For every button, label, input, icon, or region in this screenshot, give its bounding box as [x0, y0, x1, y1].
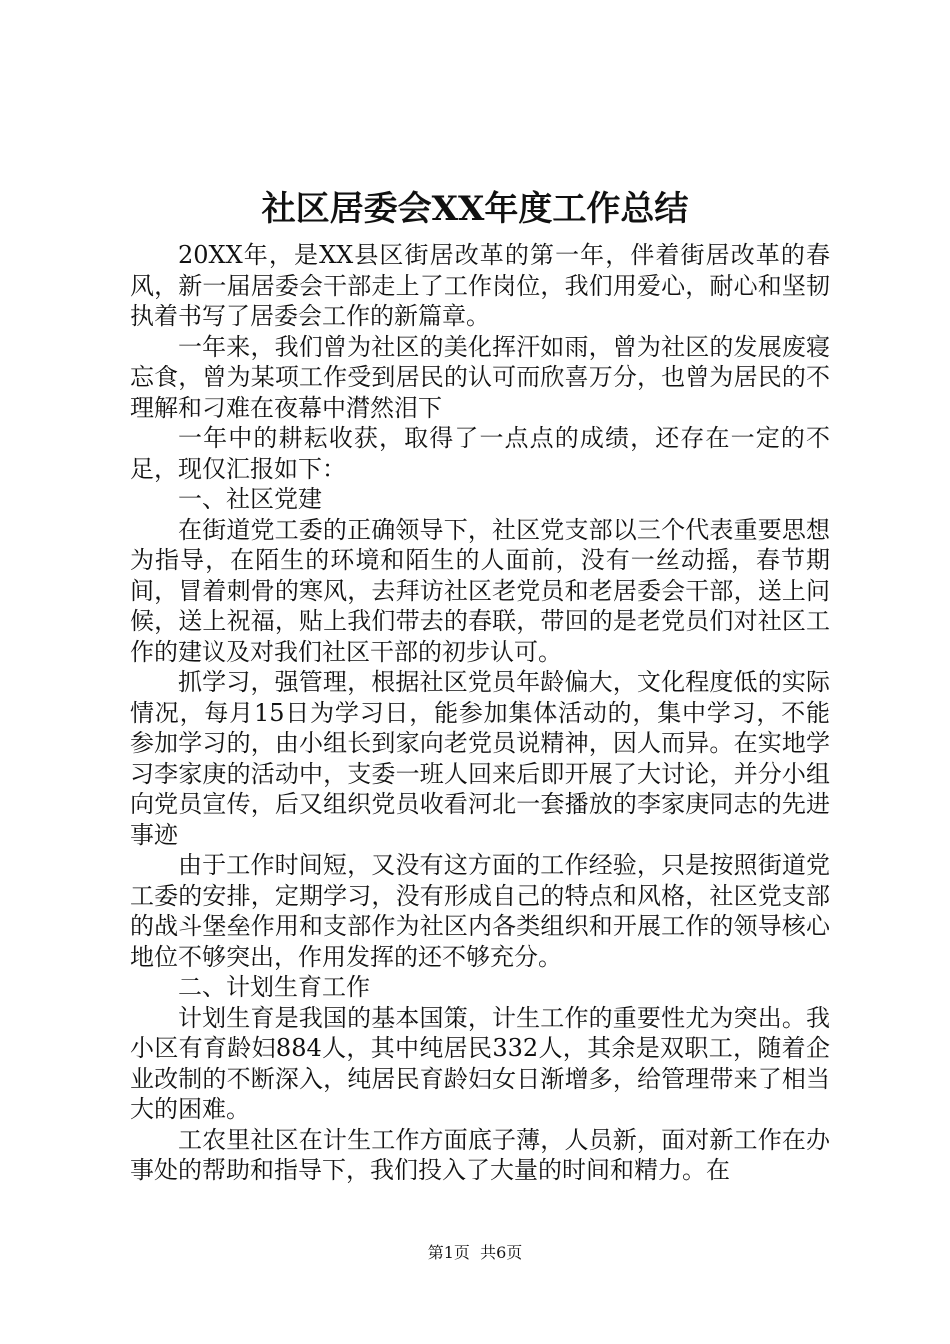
- document-body: [130, 240, 830, 1186]
- paragraph-party-study: 抓学习，强管理，根据社区党员年龄偏大，文化程度低的实际情况，每月15日为学习日，能参加集体活动的，集中学习，不能参加学习的，由小组长到家向老党员说精神，因人而异。在实地学习李家庚的活动中，支委一班人回来后即开展了大讨论，并分小组向党员宣传，后又组织党员收看河北一套播放的李家庚同志的先进事迹: [130, 668, 830, 849]
- paragraph-year-review: 一年来，我们曾为社区的美化挥汗如雨，曾为社区的发展废寝忘食，曾为某项工作受到居民的认可而欣喜万分，也曾为居民的不理解和刁难在夜幕中潸然泪下: [130, 332, 830, 422]
- page-footer: [0, 1242, 950, 1264]
- section-heading-party-building: 一、社区党建: [178, 485, 322, 513]
- section-heading-family-planning: 二、计划生育工作: [178, 973, 370, 1001]
- document-title: 社区居委会XX年度工作总结: [261, 189, 689, 229]
- paragraph-intro: 20XX年，是XX县区街居改革的第一年，伴着街居改革的春风，新一届居委会干部走上了工作岗位，我们用爱心，耐心和坚韧执着书写了居委会工作的新篇章。: [130, 241, 830, 330]
- paragraph-report-lead: 一年中的耕耘收获，取得了一点点的成绩，还存在一定的不足，现仅汇报如下：: [130, 424, 830, 483]
- paragraph-family-planning-policy: 计划生育是我国的基本国策，计生工作的重要性尤为突出。我小区有育龄妇884人，其中纯居民332人，其余是双职工，随着企业改制的不断深入，纯居民育龄妇女日渐增多，给管理带来了相当大的困难。: [130, 1003, 830, 1123]
- paragraph-family-planning-work: 工农里社区在计生工作方面底子薄，人员新，面对新工作在办事处的帮助和指导下，我们投入了大量的时间和精力。在: [130, 1125, 830, 1184]
- page-number-label: 第1页 共6页: [427, 1243, 523, 1262]
- paragraph-party-shortcomings: 由于工作时间短，又没有这方面的工作经验，只是按照街道党工委的安排，定期学习，没有形成自己的特点和风格，社区党支部的战斗堡垒作用和支部作为社区内各类组织和开展工作的领导核心地位不够突出，作用发挥的还不够充分。: [130, 851, 830, 971]
- paragraph-party-leadership: 在街道党工委的正确领导下，社区党支部以三个代表重要思想为指导，在陌生的环境和陌生的人面前，没有一丝动摇，春节期间，冒着刺骨的寒风，去拜访社区老党员和老居委会干部，送上问候，送上祝福，贴上我们带去的春联，带回的是老党员们对社区工作的建议及对我们社区干部的初步认可。: [130, 515, 830, 666]
